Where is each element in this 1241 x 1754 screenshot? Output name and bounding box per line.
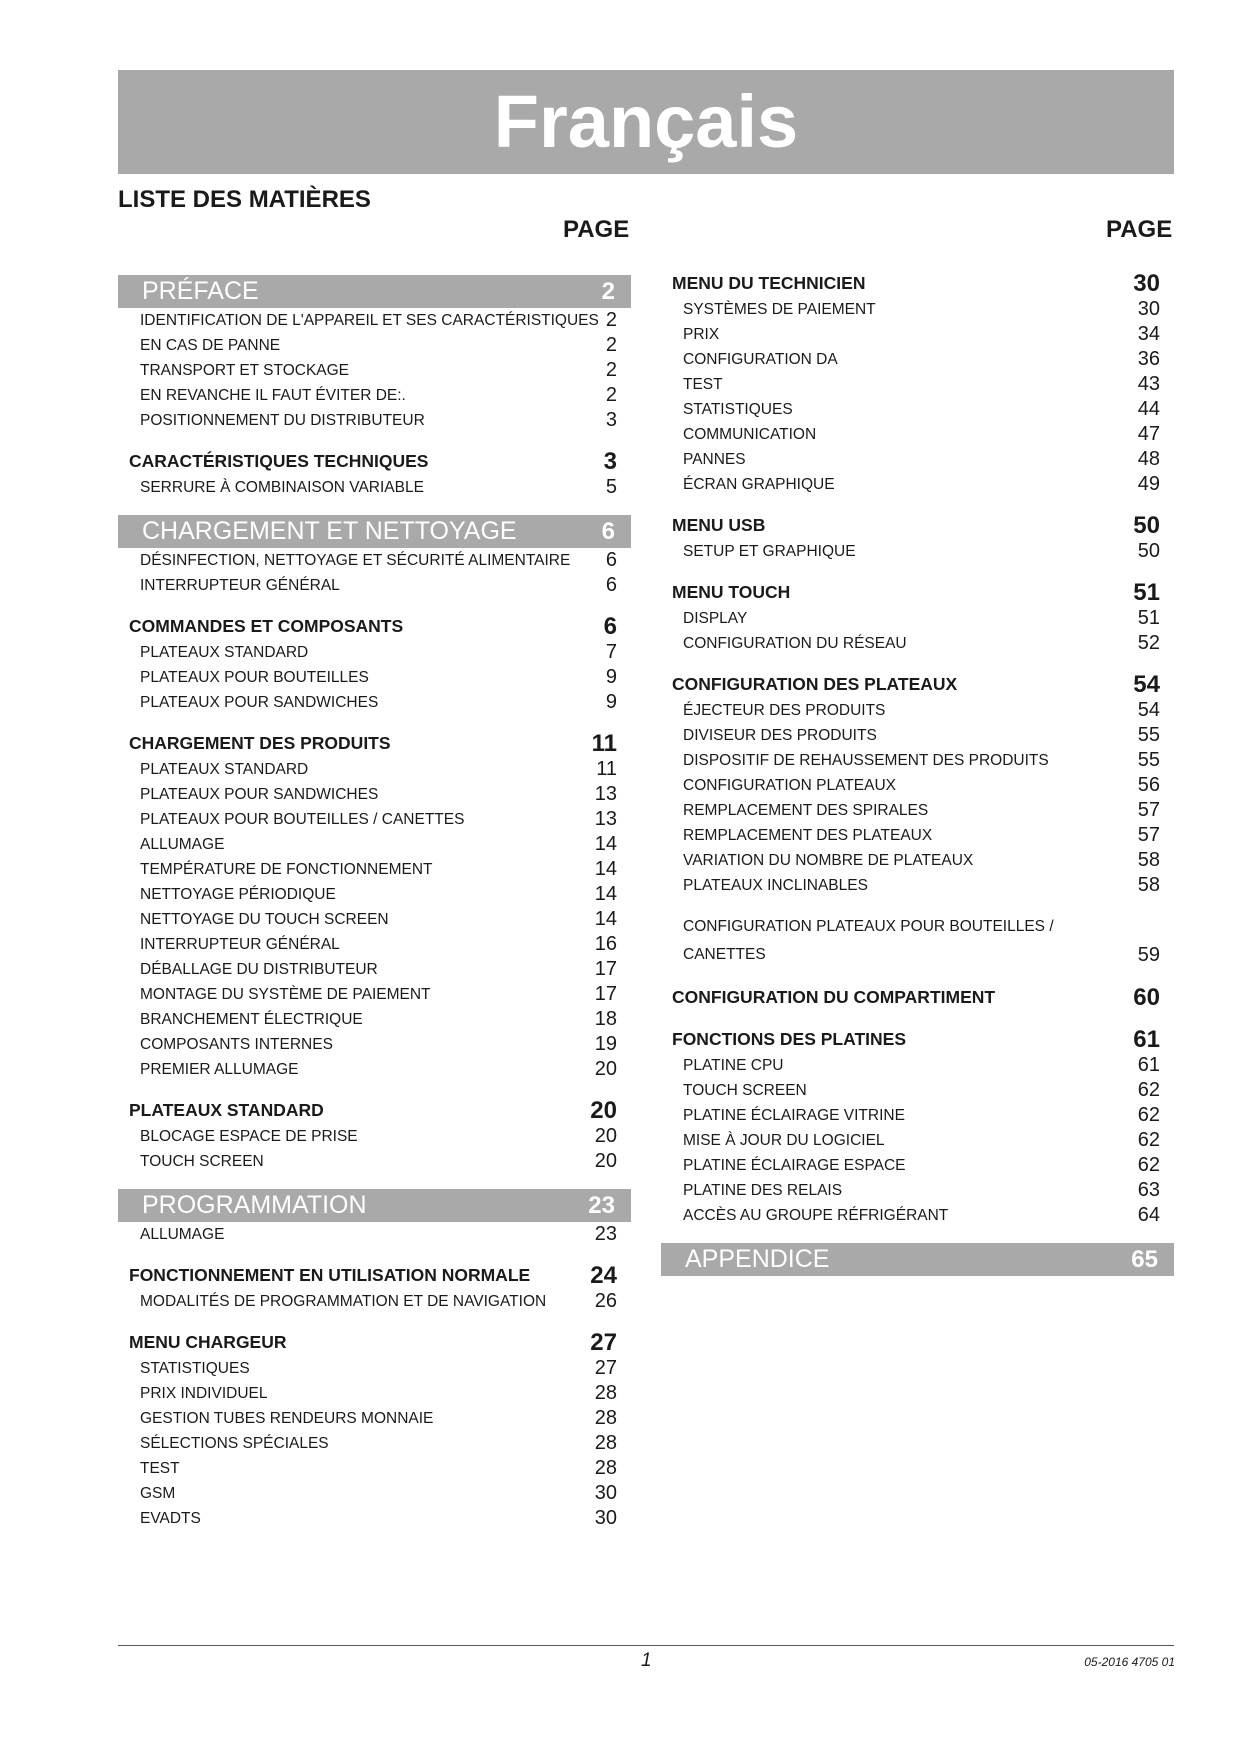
- toc-entry-title: PROGRAMMATION: [142, 1191, 367, 1219]
- toc-entry[interactable]: [661, 723, 1174, 748]
- toc-entry-page: 51: [1133, 579, 1160, 606]
- toc-entry[interactable]: [118, 757, 631, 782]
- toc-entry-title: INTERRUPTEUR GÉNÉRAL: [140, 936, 340, 953]
- toc-entry-page: 2: [605, 359, 617, 381]
- toc-entry-title: MENU USB: [672, 515, 766, 535]
- toc-entry-title: STATISTIQUES: [683, 401, 793, 418]
- toc-entry-page: 36: [1137, 348, 1160, 370]
- toc-entry-title: CHARGEMENT ET NETTOYAGE: [142, 517, 517, 545]
- toc-entry-title: BRANCHEMENT ÉLECTRIQUE: [140, 1011, 363, 1028]
- toc-entry[interactable]: [118, 640, 631, 665]
- toc-entry-page: 6: [603, 613, 617, 640]
- toc-entry[interactable]: [118, 690, 631, 715]
- toc-entry[interactable]: [661, 1203, 1174, 1228]
- toc-entry-page: 6: [605, 574, 617, 596]
- toc-right-column: [661, 270, 1174, 1276]
- toc-entry[interactable]: [118, 1356, 631, 1381]
- toc-entry[interactable]: [118, 383, 631, 408]
- toc-entry-page: 28: [594, 1382, 617, 1404]
- toc-entry-page: 13: [594, 808, 617, 830]
- toc-entry-page: 7: [605, 641, 617, 663]
- toc-entry[interactable]: [118, 1381, 631, 1406]
- toc-entry-title: CHARGEMENT DES PRODUITS: [129, 733, 391, 753]
- toc-entry-page: 43: [1137, 373, 1160, 395]
- toc-entry-page: 2: [605, 384, 617, 406]
- toc-entry-page: 6: [605, 549, 617, 571]
- toc-entry[interactable]: [118, 333, 631, 358]
- toc-entry[interactable]: [118, 1222, 631, 1247]
- toc-entry-page: 30: [594, 1482, 617, 1504]
- toc-entry-page: 24: [590, 1262, 617, 1289]
- toc-entry-title: ALLUMAGE: [140, 836, 225, 853]
- toc-entry-title: BLOCAGE ESPACE DE PRISE: [140, 1128, 358, 1145]
- toc-entry-title: MENU CHARGEUR: [129, 1332, 287, 1352]
- toc-entry-page: 65: [1131, 1246, 1158, 1273]
- toc-entry[interactable]: [661, 422, 1174, 447]
- toc-entry-title: DISPOSITIF DE REHAUSSEMENT DES PRODUITS: [683, 752, 1049, 769]
- toc-entry-title: FONCTIONS DES PLATINES: [672, 1029, 906, 1049]
- section-gap: [661, 969, 1174, 984]
- toc-entry-title: TRANSPORT ET STOCKAGE: [140, 362, 350, 379]
- toc-entry-page: 57: [1137, 799, 1160, 821]
- toc-entry[interactable]: [118, 665, 631, 690]
- toc-entry-page: 16: [594, 933, 617, 955]
- toc-entry-page: 14: [594, 908, 617, 930]
- toc-chapter-bar[interactable]: [118, 275, 631, 308]
- toc-entry-title: REMPLACEMENT DES SPIRALES: [683, 802, 929, 819]
- toc-entry-title: CONFIGURATION PLATEAUX POUR BOUTEILLES / CANETTES: [683, 918, 1054, 963]
- toc-entry[interactable]: [118, 1506, 631, 1531]
- toc-entry-page: 44: [1137, 398, 1160, 420]
- toc-entry-title: CONFIGURATION PLATEAUX: [683, 777, 897, 794]
- toc-entry[interactable]: [661, 1103, 1174, 1128]
- toc-entry[interactable]: [118, 548, 631, 573]
- toc-entry[interactable]: [661, 397, 1174, 422]
- toc-entry-page: 62: [1137, 1079, 1160, 1101]
- toc-entry-title: PLATEAUX STANDARD: [140, 761, 309, 778]
- toc-entry-title: ÉJECTEUR DES PRODUITS: [683, 702, 886, 719]
- toc-entry-title: EN CAS DE PANNE: [140, 337, 281, 354]
- toc-entry[interactable]: [661, 823, 1174, 848]
- toc-entry[interactable]: [661, 1078, 1174, 1103]
- toc-entry-title: GESTION TUBES RENDEURS MONNAIE: [140, 1410, 434, 1427]
- toc-entry-page: 63: [1137, 1179, 1160, 1201]
- toc-entry[interactable]: [661, 848, 1174, 873]
- toc-entry[interactable]: [118, 1406, 631, 1431]
- toc-entry[interactable]: [118, 857, 631, 882]
- footer-divider: [118, 1645, 1174, 1646]
- toc-entry[interactable]: [118, 1057, 631, 1082]
- toc-entry[interactable]: [661, 447, 1174, 472]
- toc-entry-page: 62: [1137, 1154, 1160, 1176]
- toc-entry-title: PLATINE ÉCLAIRAGE VITRINE: [683, 1107, 905, 1124]
- toc-entry-page: 51: [1137, 607, 1160, 629]
- toc-entry-title: MONTAGE DU SYSTÈME DE PAIEMENT: [140, 986, 431, 1003]
- toc-entry-title: PLATINE ÉCLAIRAGE ESPACE: [683, 1157, 906, 1174]
- toc-entry-title: CONFIGURATION DU COMPARTIMENT: [672, 987, 996, 1007]
- toc-entry-title: IDENTIFICATION DE L'APPAREIL ET SES CARACTÉRISTIQUES: [140, 312, 599, 329]
- toc-entry[interactable]: [661, 631, 1174, 656]
- toc-entry-title: TEMPÉRATURE DE FONCTIONNEMENT: [140, 861, 433, 878]
- toc-entry-page: 20: [594, 1125, 617, 1147]
- toc-entry-page: 27: [594, 1357, 617, 1379]
- toc-entry-page: 62: [1137, 1129, 1160, 1151]
- toc-entry-title: MODALITÉS DE PROGRAMMATION ET DE NAVIGATION: [140, 1293, 547, 1310]
- toc-entry[interactable]: [661, 539, 1174, 564]
- toc-entry-page: 55: [1137, 749, 1160, 771]
- toc-entry[interactable]: [118, 1007, 631, 1032]
- toc-entry[interactable]: [661, 748, 1174, 773]
- toc-entry-page: 13: [594, 783, 617, 805]
- toc-entry[interactable]: [118, 1481, 631, 1506]
- toc-entry-title: POSITIONNEMENT DU DISTRIBUTEUR: [140, 412, 425, 429]
- toc-chapter-bar[interactable]: [118, 515, 631, 548]
- toc-section-heading[interactable]: [118, 1329, 631, 1356]
- toc-entry-title: PLATEAUX POUR BOUTEILLES / CANETTES: [140, 811, 465, 828]
- section-gap: [118, 715, 631, 730]
- toc-entry-page: 6: [601, 518, 615, 545]
- toc-entry-page: 9: [605, 691, 617, 713]
- toc-section-heading[interactable]: [661, 579, 1174, 606]
- toc-entry-page: 23: [594, 1223, 617, 1245]
- toc-entry[interactable]: [118, 907, 631, 932]
- toc-section-heading[interactable]: [118, 1097, 631, 1124]
- toc-entry-page: 58: [1137, 874, 1160, 896]
- toc-entry-page: 28: [594, 1432, 617, 1454]
- page-column-header-left: PAGE: [563, 216, 630, 243]
- toc-entry-title: DISPLAY: [683, 610, 748, 627]
- toc-entry-page: 28: [594, 1457, 617, 1479]
- toc-section-heading[interactable]: [661, 913, 1174, 969]
- toc-entry-title: FONCTIONNEMENT EN UTILISATION NORMALE: [129, 1265, 531, 1285]
- toc-entry[interactable]: [118, 1149, 631, 1174]
- section-gap: [661, 1011, 1174, 1026]
- toc-entry-page: 47: [1137, 423, 1160, 445]
- toc-entry-title: SERRURE À COMBINAISON VARIABLE: [140, 479, 424, 496]
- toc-chapter-bar[interactable]: [661, 1243, 1174, 1276]
- toc-entry[interactable]: [661, 1178, 1174, 1203]
- toc-entry[interactable]: [118, 982, 631, 1007]
- toc-entry-title: ALLUMAGE: [140, 1226, 225, 1243]
- language-banner: [118, 70, 1174, 174]
- toc-entry-page: 30: [1137, 298, 1160, 320]
- section-gap: [661, 564, 1174, 579]
- section-gap: [661, 898, 1174, 913]
- toc-entry-title: GSM: [140, 1485, 176, 1502]
- toc-entry-page: 20: [594, 1150, 617, 1172]
- toc-entry-title: PLATEAUX STANDARD: [140, 644, 309, 661]
- toc-entry-title: PRIX: [683, 326, 720, 343]
- toc-entry-page: 18: [594, 1008, 617, 1030]
- toc-entry[interactable]: [118, 408, 631, 433]
- toc-entry-page: 30: [594, 1507, 617, 1529]
- toc-entry-page: 5: [605, 476, 617, 498]
- toc-entry-page: 61: [1137, 1054, 1160, 1076]
- toc-entry-title: DÉSINFECTION, NETTOYAGE ET SÉCURITÉ ALIMENTAIRE: [140, 552, 571, 569]
- toc-entry[interactable]: [661, 372, 1174, 397]
- toc-entry-page: 14: [594, 833, 617, 855]
- toc-section-heading[interactable]: [661, 1026, 1174, 1053]
- toc-entry-page: 30: [1133, 270, 1160, 297]
- toc-entry-page: 64: [1137, 1204, 1160, 1226]
- section-gap: [118, 1247, 631, 1262]
- toc-entry[interactable]: [661, 472, 1174, 497]
- section-gap: [661, 1228, 1174, 1243]
- toc-section-heading[interactable]: [118, 1262, 631, 1289]
- toc-entry-title: PLATEAUX STANDARD: [129, 1100, 324, 1120]
- toc-section-heading[interactable]: [118, 613, 631, 640]
- toc-entry-title: VARIATION DU NOMBRE DE PLATEAUX: [683, 852, 974, 869]
- toc-title: LISTE DES MATIÈRES: [118, 186, 371, 213]
- toc-entry-page: 14: [594, 858, 617, 880]
- toc-entry-title: PLATEAUX POUR SANDWICHES: [140, 694, 379, 711]
- language-title: Français: [493, 80, 799, 163]
- toc-left-column: [118, 275, 631, 1531]
- section-gap: [118, 1314, 631, 1329]
- toc-entry[interactable]: [661, 1128, 1174, 1153]
- toc-entry[interactable]: [661, 606, 1174, 631]
- toc-entry-title: REMPLACEMENT DES PLATEAUX: [683, 827, 933, 844]
- toc-entry-title: INTERRUPTEUR GÉNÉRAL: [140, 577, 340, 594]
- toc-entry-page: 11: [596, 758, 617, 780]
- toc-entry-title: NETTOYAGE DU TOUCH SCREEN: [140, 911, 389, 928]
- section-gap: [661, 497, 1174, 512]
- toc-entry-title: SETUP ET GRAPHIQUE: [683, 543, 856, 560]
- toc-entry-page: 2: [601, 278, 615, 305]
- toc-entry-page: 20: [594, 1058, 617, 1080]
- toc-entry-page: 11: [591, 730, 617, 757]
- toc-entry-title: COMMANDES ET COMPOSANTS: [129, 616, 404, 636]
- toc-entry[interactable]: [118, 807, 631, 832]
- toc-entry-title: DÉBALLAGE DU DISTRIBUTEUR: [140, 961, 378, 978]
- toc-entry-title: DIVISEUR DES PRODUITS: [683, 727, 877, 744]
- toc-entry-page: 57: [1137, 824, 1160, 846]
- toc-entry-title: TEST: [140, 1460, 180, 1477]
- toc-entry-title: MISE À JOUR DU LOGICIEL: [683, 1132, 885, 1149]
- toc-entry-page: 55: [1137, 724, 1160, 746]
- toc-entry-title: MENU TOUCH: [672, 582, 791, 602]
- toc-entry-page: 20: [590, 1097, 617, 1124]
- toc-entry-title: PLATEAUX POUR BOUTEILLES: [140, 669, 369, 686]
- toc-entry-page: 3: [605, 409, 617, 431]
- toc-entry[interactable]: [118, 358, 631, 383]
- toc-entry[interactable]: [118, 957, 631, 982]
- toc-entry-page: 9: [605, 666, 617, 688]
- toc-entry-title: TOUCH SCREEN: [683, 1082, 807, 1099]
- toc-entry-page: 49: [1137, 473, 1160, 495]
- toc-entry-title: CONFIGURATION DES PLATEAUX: [672, 674, 958, 694]
- toc-entry-page: 56: [1137, 774, 1160, 796]
- toc-section-heading[interactable]: [661, 512, 1174, 539]
- toc-entry-title: COMMUNICATION: [683, 426, 817, 443]
- toc-entry-title: CARACTÉRISTIQUES TECHNIQUES: [129, 451, 429, 471]
- toc-entry-title: PANNES: [683, 451, 746, 468]
- toc-entry[interactable]: [118, 1032, 631, 1057]
- toc-entry-title: APPENDICE: [685, 1245, 830, 1273]
- toc-entry-page: 54: [1133, 671, 1160, 698]
- toc-entry-title: PRIX INDIVIDUEL: [140, 1385, 268, 1402]
- toc-entry-page: 54: [1137, 699, 1160, 721]
- section-gap: [118, 500, 631, 515]
- toc-entry-page: 62: [1137, 1104, 1160, 1126]
- toc-entry-page: 26: [594, 1290, 617, 1312]
- toc-entry-page: 50: [1133, 512, 1160, 539]
- toc-entry-title: PLATEAUX INCLINABLES: [683, 877, 868, 894]
- toc-entry-page: 14: [594, 883, 617, 905]
- toc-entry-page: 17: [594, 983, 617, 1005]
- toc-entry-page: 3: [603, 448, 617, 475]
- toc-entry-page: 52: [1137, 632, 1160, 654]
- toc-entry-title: EVADTS: [140, 1510, 201, 1527]
- toc-entry-page: 27: [590, 1329, 617, 1356]
- footer-doc-code: 05-2016 4705 01: [1084, 1655, 1175, 1669]
- toc-entry-title: TOUCH SCREEN: [140, 1153, 264, 1170]
- toc-section-heading[interactable]: [661, 671, 1174, 698]
- toc-entry[interactable]: [661, 1053, 1174, 1078]
- toc-entry-title: PREMIER ALLUMAGE: [140, 1061, 299, 1078]
- toc-entry[interactable]: [118, 782, 631, 807]
- toc-entry-page: 58: [1137, 849, 1160, 871]
- toc-entry-title: PLATEAUX POUR SANDWICHES: [140, 786, 379, 803]
- toc-entry-page: 48: [1137, 448, 1160, 470]
- toc-entry[interactable]: [661, 322, 1174, 347]
- toc-entry-title: CONFIGURATION DU RÉSEAU: [683, 635, 907, 652]
- toc-entry[interactable]: [661, 297, 1174, 322]
- toc-entry-title: ÉCRAN GRAPHIQUE: [683, 476, 835, 493]
- toc-entry[interactable]: [118, 1289, 631, 1314]
- toc-entry-page: 34: [1137, 323, 1160, 345]
- toc-entry[interactable]: [118, 1456, 631, 1481]
- footer-page-number: 1: [641, 1650, 652, 1671]
- toc-entry-title: PLATINE CPU: [683, 1057, 784, 1074]
- toc-entry-page: 60: [1133, 984, 1160, 1011]
- toc-entry[interactable]: [118, 308, 631, 333]
- toc-entry-title: ACCÈS AU GROUPE RÉFRIGÉRANT: [683, 1207, 949, 1224]
- toc-entry-title: NETTOYAGE PÉRIODIQUE: [140, 886, 336, 903]
- toc-entry-page: 2: [605, 309, 617, 331]
- toc-section-heading[interactable]: [661, 984, 1174, 1011]
- section-gap: [118, 433, 631, 448]
- toc-entry-title: TEST: [683, 376, 723, 393]
- toc-entry-title: MENU DU TECHNICIEN: [672, 273, 866, 293]
- toc-entry-page: 17: [594, 958, 617, 980]
- toc-entry[interactable]: [118, 882, 631, 907]
- toc-entry[interactable]: [118, 1431, 631, 1456]
- section-gap: [661, 656, 1174, 671]
- toc-entry[interactable]: [661, 1153, 1174, 1178]
- section-gap: [118, 1174, 631, 1189]
- toc-entry[interactable]: [118, 932, 631, 957]
- toc-entry[interactable]: [661, 873, 1174, 898]
- toc-entry-page: 61: [1133, 1026, 1160, 1053]
- toc-entry[interactable]: [118, 832, 631, 857]
- toc-entry-title: PLATINE DES RELAIS: [683, 1182, 843, 1199]
- toc-entry[interactable]: [661, 347, 1174, 372]
- toc-entry-page: 50: [1137, 540, 1160, 562]
- toc-section-heading[interactable]: [661, 270, 1174, 297]
- toc-entry[interactable]: [661, 773, 1174, 798]
- toc-section-heading[interactable]: [118, 448, 631, 475]
- page-column-header-right: PAGE: [1106, 216, 1173, 243]
- toc-entry-page: 28: [594, 1407, 617, 1429]
- toc-entry-title: COMPOSANTS INTERNES: [140, 1036, 333, 1053]
- toc-entry-title: CONFIGURATION DA: [683, 351, 838, 368]
- toc-entry[interactable]: [661, 798, 1174, 823]
- toc-entry-page: 23: [588, 1192, 615, 1219]
- toc-entry-title: SÉLECTIONS SPÉCIALES: [140, 1435, 329, 1452]
- section-gap: [118, 598, 631, 613]
- toc-chapter-bar[interactable]: [118, 1189, 631, 1222]
- toc-entry[interactable]: [118, 475, 631, 500]
- section-gap: [118, 1082, 631, 1097]
- toc-entry-page: 59: [1137, 944, 1160, 966]
- toc-entry[interactable]: [661, 698, 1174, 723]
- toc-entry-page: 19: [594, 1033, 617, 1055]
- toc-entry[interactable]: [118, 1124, 631, 1149]
- toc-section-heading[interactable]: [118, 730, 631, 757]
- toc-entry-title: STATISTIQUES: [140, 1360, 250, 1377]
- toc-entry[interactable]: [118, 573, 631, 598]
- toc-entry-title: PRÉFACE: [142, 277, 259, 305]
- toc-entry-page: 2: [605, 334, 617, 356]
- toc-entry-title: SYSTÈMES DE PAIEMENT: [683, 301, 876, 318]
- toc-entry-title: EN REVANCHE IL FAUT ÉVITER DE:.: [140, 387, 406, 404]
